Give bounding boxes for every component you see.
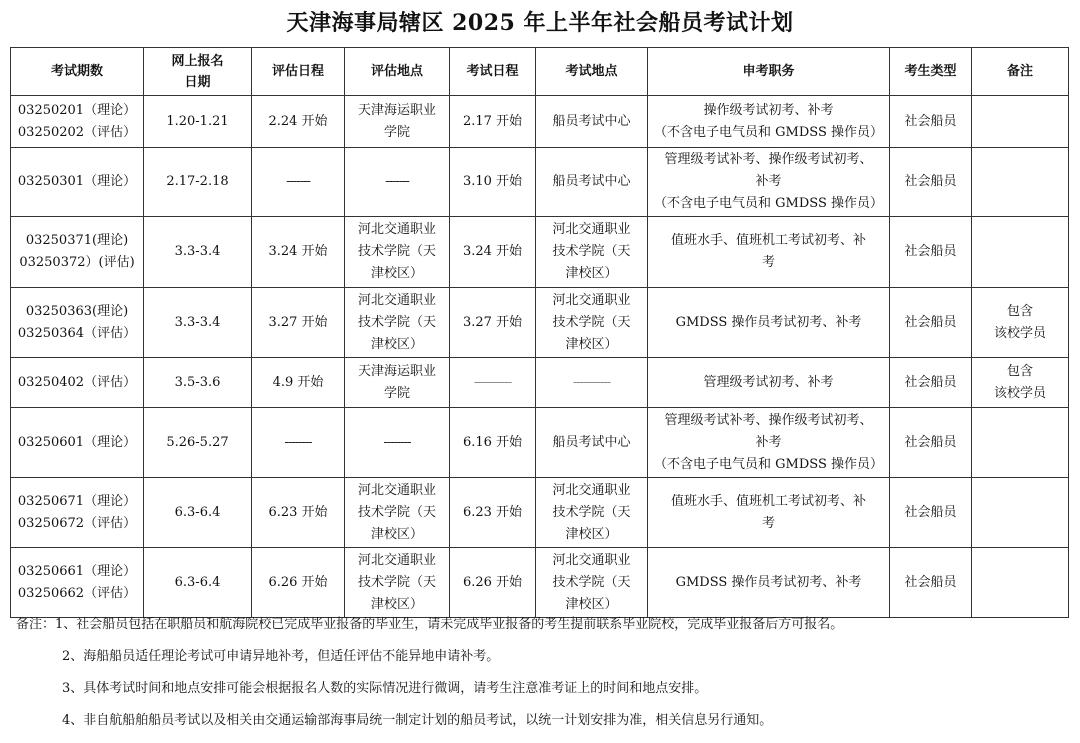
cell-exam-place-line: 船员考试中心 — [552, 113, 631, 129]
table-row — [11, 408, 1069, 478]
cell-remark — [972, 358, 1069, 408]
cell-eval-place — [345, 548, 450, 618]
table-row — [11, 217, 1069, 288]
cell-position-line: （不含电子电气员和 GMDSS 操作员） — [654, 196, 883, 211]
note-3: 3、具体考试时间和地点安排可能会根据报名人数的实际情况进行微调，请考生注意准考证上的时间和地点安排。 — [62, 681, 708, 696]
header-reg-date-line: 日期 — [184, 74, 211, 90]
cell-exam-date: 3.10 开始 — [450, 148, 536, 217]
cell-candidate-type: 社会船员 — [890, 148, 972, 217]
cell-position-line: 考 — [761, 515, 775, 531]
cell-exam-place-line: 河北交通职业 — [552, 222, 631, 237]
cell-exam-place-line: 河北交通职业 — [552, 482, 631, 498]
cell-exam-date: ----------- — [450, 358, 536, 408]
cell-eval-place-line: 河北交通职业 — [357, 292, 436, 308]
note-4: 4、非自航船舶船员考试以及相关由交通运输部海事局统一制定计划的船员考试，以统一计划安排为准，相关信息另行通知。 — [62, 713, 773, 728]
cell-remark — [972, 217, 1069, 288]
cell-remark-line: 该校学员 — [993, 385, 1046, 401]
cell-eval-date: 6.23 开始 — [252, 478, 345, 548]
cell-eval-place-line: 天津海运职业 — [357, 102, 436, 118]
table-row — [11, 96, 1069, 148]
cell-exam-place-line: 津校区） — [565, 266, 618, 281]
cell-exam-place-line: 船员考试中心 — [552, 434, 631, 450]
cell-remark — [972, 478, 1069, 548]
cell-exam-id-line: 03250301（理论） — [17, 174, 137, 189]
header-exam-id: 考试期数 — [11, 48, 144, 96]
cell-eval-place — [345, 358, 450, 408]
cell-eval-place-line: 河北交通职业 — [357, 222, 436, 237]
cell-position-line: 管理级考试补考、操作级考试初考、 — [664, 412, 873, 428]
cell-eval-date: ------- — [252, 148, 345, 217]
cell-eval-place-line: 学院 — [383, 385, 410, 401]
cell-position-line: （不含电子电气员和 GMDSS 操作员） — [654, 124, 883, 140]
cell-exam-place — [536, 217, 648, 288]
cell-exam-id-line: 03250601（理论） — [17, 434, 137, 450]
cell-eval-place-line: 学院 — [383, 124, 410, 140]
cell-exam-place-line: ----------- — [572, 374, 611, 390]
cell-position-line: GMDSS 操作员考试初考、补考 — [675, 574, 862, 590]
cell-exam-place-line: 技术学院（天 — [552, 504, 631, 520]
cell-exam-place — [536, 148, 648, 217]
cell-exam-place-line: 津校区） — [565, 526, 618, 542]
exam-plan-table — [10, 47, 1069, 618]
cell-exam-place-line: 河北交通职业 — [552, 292, 631, 308]
cell-position — [648, 548, 890, 618]
cell-exam-id-line: 03250201（理论） — [17, 102, 137, 118]
cell-exam-date: 6.26 开始 — [450, 548, 536, 618]
table-header-row — [11, 48, 1069, 96]
cell-eval-place — [345, 148, 450, 217]
cell-position-line: 补考 — [755, 174, 782, 189]
cell-exam-place-line: 技术学院（天 — [552, 314, 631, 330]
table-row — [11, 478, 1069, 548]
cell-exam-date: 3.27 开始 — [450, 288, 536, 358]
header-reg-date-line: 网上报名 — [171, 53, 224, 69]
note-1: 备注：1、社会船员包括在职船员和航海院校已完成毕业报备的毕业生，请未完成毕业报备的考生提前联系毕业院校，完成毕业报备后方可报名。 — [16, 617, 844, 632]
cell-reg-date: 2.17-2.18 — [144, 148, 252, 217]
cell-eval-place-line: 河北交通职业 — [357, 552, 436, 568]
cell-exam-id-line: 03250372）(评估) — [19, 255, 135, 270]
header-exam-date: 考试日程 — [450, 48, 536, 96]
page-title: 天津海事局辖区 2025 年上半年社会船员考试计划 — [286, 10, 794, 36]
cell-position — [648, 288, 890, 358]
cell-exam-id — [11, 96, 144, 148]
cell-exam-place-line: 技术学院（天 — [552, 244, 631, 259]
cell-remark — [972, 288, 1069, 358]
cell-exam-id-line: 03250661（理论） — [17, 563, 137, 579]
table-row — [11, 358, 1069, 408]
cell-exam-id — [11, 288, 144, 358]
cell-position-line: 管理级考试初考、补考 — [703, 374, 834, 390]
header-remark: 备注 — [972, 48, 1069, 96]
cell-exam-date: 6.16 开始 — [450, 408, 536, 478]
header-reg-date — [144, 48, 252, 96]
cell-position — [648, 96, 890, 148]
cell-eval-place — [345, 96, 450, 148]
cell-exam-id-line: 03250402（评估） — [17, 374, 137, 390]
header-position: 申考职务 — [648, 48, 890, 96]
cell-position-line: 值班水手、值班机工考试初考、补 — [670, 493, 866, 509]
cell-exam-id — [11, 408, 144, 478]
cell-eval-place-line: ------- — [385, 174, 409, 189]
cell-remark — [972, 148, 1069, 217]
cell-position-line: 管理级考试补考、操作级考试初考、 — [664, 152, 873, 167]
table-row — [11, 288, 1069, 358]
cell-exam-date: 2.17 开始 — [450, 96, 536, 148]
cell-exam-id — [11, 217, 144, 288]
cell-position-line: 考 — [761, 255, 775, 270]
cell-reg-date: 3.5-3.6 — [144, 358, 252, 408]
cell-position — [648, 408, 890, 478]
header-exam-place: 考试地点 — [536, 48, 648, 96]
cell-candidate-type: 社会船员 — [890, 548, 972, 618]
cell-exam-place-line: 船员考试中心 — [552, 174, 631, 189]
cell-candidate-type: 社会船员 — [890, 478, 972, 548]
header-eval-date: 评估日程 — [252, 48, 345, 96]
cell-eval-place — [345, 217, 450, 288]
cell-position-line: 操作级考试初考、补考 — [703, 102, 834, 118]
cell-exam-place — [536, 408, 648, 478]
cell-eval-place — [345, 408, 450, 478]
cell-exam-place-line: 津校区） — [565, 596, 618, 612]
cell-exam-id — [11, 148, 144, 217]
cell-exam-id-line: 03250363(理论) — [25, 303, 129, 319]
cell-eval-date: 2.24 开始 — [252, 96, 345, 148]
cell-eval-place — [345, 478, 450, 548]
cell-reg-date: 6.3-6.4 — [144, 548, 252, 618]
cell-exam-place-line: 河北交通职业 — [552, 552, 631, 568]
cell-reg-date: 1.20-1.21 — [144, 96, 252, 148]
cell-reg-date: 3.3-3.4 — [144, 217, 252, 288]
cell-position — [648, 358, 890, 408]
cell-exam-place-line: 津校区） — [565, 336, 618, 352]
cell-remark — [972, 408, 1069, 478]
cell-position — [648, 217, 890, 288]
cell-eval-date: -------- — [252, 408, 345, 478]
cell-candidate-type: 社会船员 — [890, 96, 972, 148]
cell-exam-id-line: 03250662（评估） — [17, 585, 137, 601]
cell-position — [648, 148, 890, 217]
cell-remark — [972, 548, 1069, 618]
cell-exam-id-line: 03250371(理论) — [25, 233, 129, 248]
cell-eval-date: 3.27 开始 — [252, 288, 345, 358]
cell-eval-date: 3.24 开始 — [252, 217, 345, 288]
cell-candidate-type: 社会船员 — [890, 217, 972, 288]
cell-exam-id-line: 03250364（评估） — [17, 325, 137, 341]
cell-exam-id — [11, 548, 144, 618]
cell-remark-line: 包含 — [1006, 303, 1033, 319]
cell-exam-date: 3.24 开始 — [450, 217, 536, 288]
cell-position-line: （不含电子电气员和 GMDSS 操作员） — [654, 456, 883, 472]
cell-candidate-type: 社会船员 — [890, 408, 972, 478]
cell-candidate-type: 社会船员 — [890, 358, 972, 408]
header-candidate-type: 考生类型 — [890, 48, 972, 96]
cell-exam-place — [536, 548, 648, 618]
cell-eval-place-line: 河北交通职业 — [357, 482, 436, 498]
cell-remark-line: 该校学员 — [993, 325, 1046, 341]
cell-exam-id-line: 03250671（理论） — [17, 493, 137, 509]
cell-reg-date: 5.26-5.27 — [144, 408, 252, 478]
cell-eval-place-line: 技术学院（天 — [357, 244, 436, 259]
table-row — [11, 148, 1069, 217]
cell-candidate-type: 社会船员 — [890, 288, 972, 358]
cell-eval-place-line: 技术学院（天 — [357, 314, 436, 330]
cell-eval-place-line: 津校区） — [370, 526, 423, 542]
cell-position-line: 补考 — [755, 434, 782, 450]
cell-eval-date: 6.26 开始 — [252, 548, 345, 618]
cell-exam-place — [536, 96, 648, 148]
cell-remark — [972, 96, 1069, 148]
cell-exam-place — [536, 288, 648, 358]
cell-eval-place-line: 津校区） — [370, 596, 423, 612]
cell-exam-place — [536, 478, 648, 548]
cell-position — [648, 478, 890, 548]
cell-eval-place-line: 技术学院（天 — [357, 574, 436, 590]
cell-eval-place — [345, 288, 450, 358]
cell-eval-place-line: 津校区） — [370, 266, 423, 281]
table-row — [11, 548, 1069, 618]
cell-position-line: GMDSS 操作员考试初考、补考 — [675, 314, 862, 330]
cell-exam-date: 6.23 开始 — [450, 478, 536, 548]
header-eval-place: 评估地点 — [345, 48, 450, 96]
note-2: 2、海船船员适任理论考试可申请异地补考，但适任评估不能异地申请补考。 — [62, 649, 500, 664]
cell-eval-place-line: -------- — [383, 434, 411, 450]
cell-eval-date: 4.9 开始 — [252, 358, 345, 408]
cell-eval-place-line: 天津海运职业 — [357, 363, 436, 379]
cell-exam-id-line: 03250672（评估） — [17, 515, 137, 531]
cell-reg-date: 3.3-3.4 — [144, 288, 252, 358]
cell-exam-place — [536, 358, 648, 408]
cell-exam-place-line: 技术学院（天 — [552, 574, 631, 590]
cell-exam-id-line: 03250202（评估） — [17, 124, 137, 140]
cell-eval-place-line: 津校区） — [370, 336, 423, 352]
cell-exam-id — [11, 478, 144, 548]
cell-reg-date: 6.3-6.4 — [144, 478, 252, 548]
cell-remark-line: 包含 — [1006, 363, 1033, 379]
cell-eval-place-line: 技术学院（天 — [357, 504, 436, 520]
cell-position-line: 值班水手、值班机工考试初考、补 — [670, 233, 866, 248]
cell-exam-id — [11, 358, 144, 408]
